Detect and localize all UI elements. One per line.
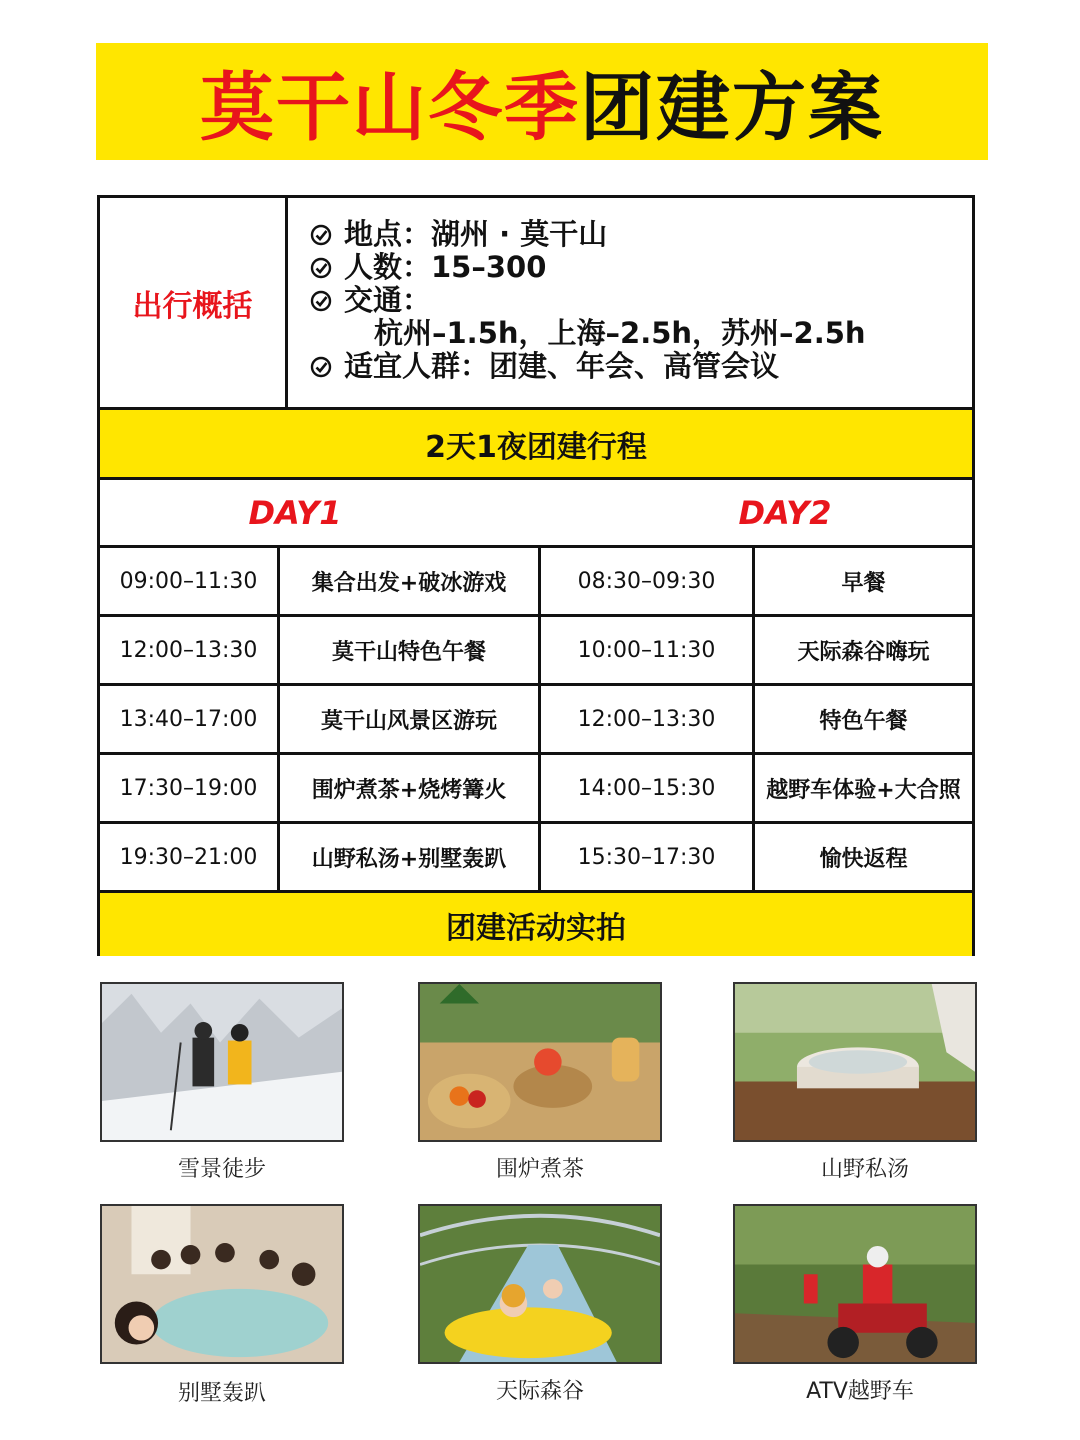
photo-caption: ATV越野车: [806, 1379, 914, 1404]
overview-list: [310, 218, 962, 383]
day1-activity: 莫干山风景区游玩: [280, 686, 541, 752]
photo-caption: 雪景徒步: [177, 1157, 266, 1182]
day2-time: 08:30–09:30: [541, 548, 755, 614]
day2-activity: 愉快返程: [819, 846, 908, 872]
day1-time: 13:40–17:00: [100, 686, 280, 752]
day2-activity: 早餐: [841, 570, 886, 596]
day1-activity: 集合出发+破冰游戏: [280, 548, 541, 614]
day1-time: 19:30–21:00: [100, 824, 280, 890]
itinerary-title: 2天1夜团建行程: [100, 410, 972, 480]
day-header-row: [100, 480, 972, 548]
photo-villa-party: [100, 1204, 344, 1364]
schedule-row: [100, 548, 972, 617]
overview-item-transport: 交通：: [310, 284, 962, 317]
photo-tea-party: [418, 982, 662, 1142]
overview-item-audience: 适宜人群：团建、年会、高管会议: [310, 350, 962, 383]
photo-forest-slide: [418, 1204, 662, 1364]
photo-hot-spring: [733, 982, 977, 1142]
overview-item-headcount: 人数：15–300: [310, 251, 962, 284]
check-circle-icon: [310, 257, 332, 279]
photo-caption: 围炉煮茶: [495, 1157, 584, 1182]
day1-time: 17:30–19:00: [100, 755, 280, 821]
day1-activity: 围炉煮茶+烧烤篝火: [280, 755, 541, 821]
day2-activity: 越野车体验+大合照: [766, 777, 961, 803]
schedule-row: [100, 617, 972, 686]
day2-activity: 天际森谷嗨玩: [797, 639, 930, 665]
photo-caption: 山野私汤: [820, 1157, 909, 1182]
day1-time: 12:00–13:30: [100, 617, 280, 683]
day1-activity: 山野私汤+别墅轰趴: [280, 824, 541, 890]
check-circle-icon: [310, 356, 332, 378]
check-circle-icon: [310, 224, 332, 246]
day2-time: 14:00–15:30: [541, 755, 755, 821]
photo-gallery: [0, 980, 1080, 1420]
title-banner: [96, 43, 988, 160]
day2-activity: 特色午餐: [819, 708, 908, 734]
schedule-row: [100, 755, 972, 824]
photo-atv: [733, 1204, 977, 1364]
check-circle-icon: [310, 290, 332, 312]
title-red-part: 莫干山冬季: [200, 64, 580, 151]
title-black-part: 团建方案: [580, 64, 884, 151]
itinerary-sheet: [97, 195, 975, 956]
day1-label: DAY1: [248, 493, 342, 532]
schedule-table: [100, 548, 972, 893]
overview-section: [100, 198, 972, 410]
day2-label: DAY2: [738, 493, 832, 532]
day2-time: 10:00–11:30: [541, 617, 755, 683]
photo-caption: 别墅轰趴: [177, 1381, 266, 1406]
overview-item-location: 地点：湖州 · 莫干山: [310, 218, 962, 251]
photo-snow-hiking: [100, 982, 344, 1142]
schedule-row: [100, 824, 972, 893]
day1-time: 09:00–11:30: [100, 548, 280, 614]
photo-caption: 天际森谷: [495, 1379, 584, 1404]
transport-detail: 杭州–1.5h，上海–2.5h，苏州–2.5h: [374, 316, 866, 350]
overview-label: 出行概括: [100, 198, 288, 407]
photos-title: 团建活动实拍: [100, 893, 972, 956]
day2-time: 15:30–17:30: [541, 824, 755, 890]
day1-activity: 莫干山特色午餐: [280, 617, 541, 683]
schedule-row: [100, 686, 972, 755]
day2-time: 12:00–13:30: [541, 686, 755, 752]
